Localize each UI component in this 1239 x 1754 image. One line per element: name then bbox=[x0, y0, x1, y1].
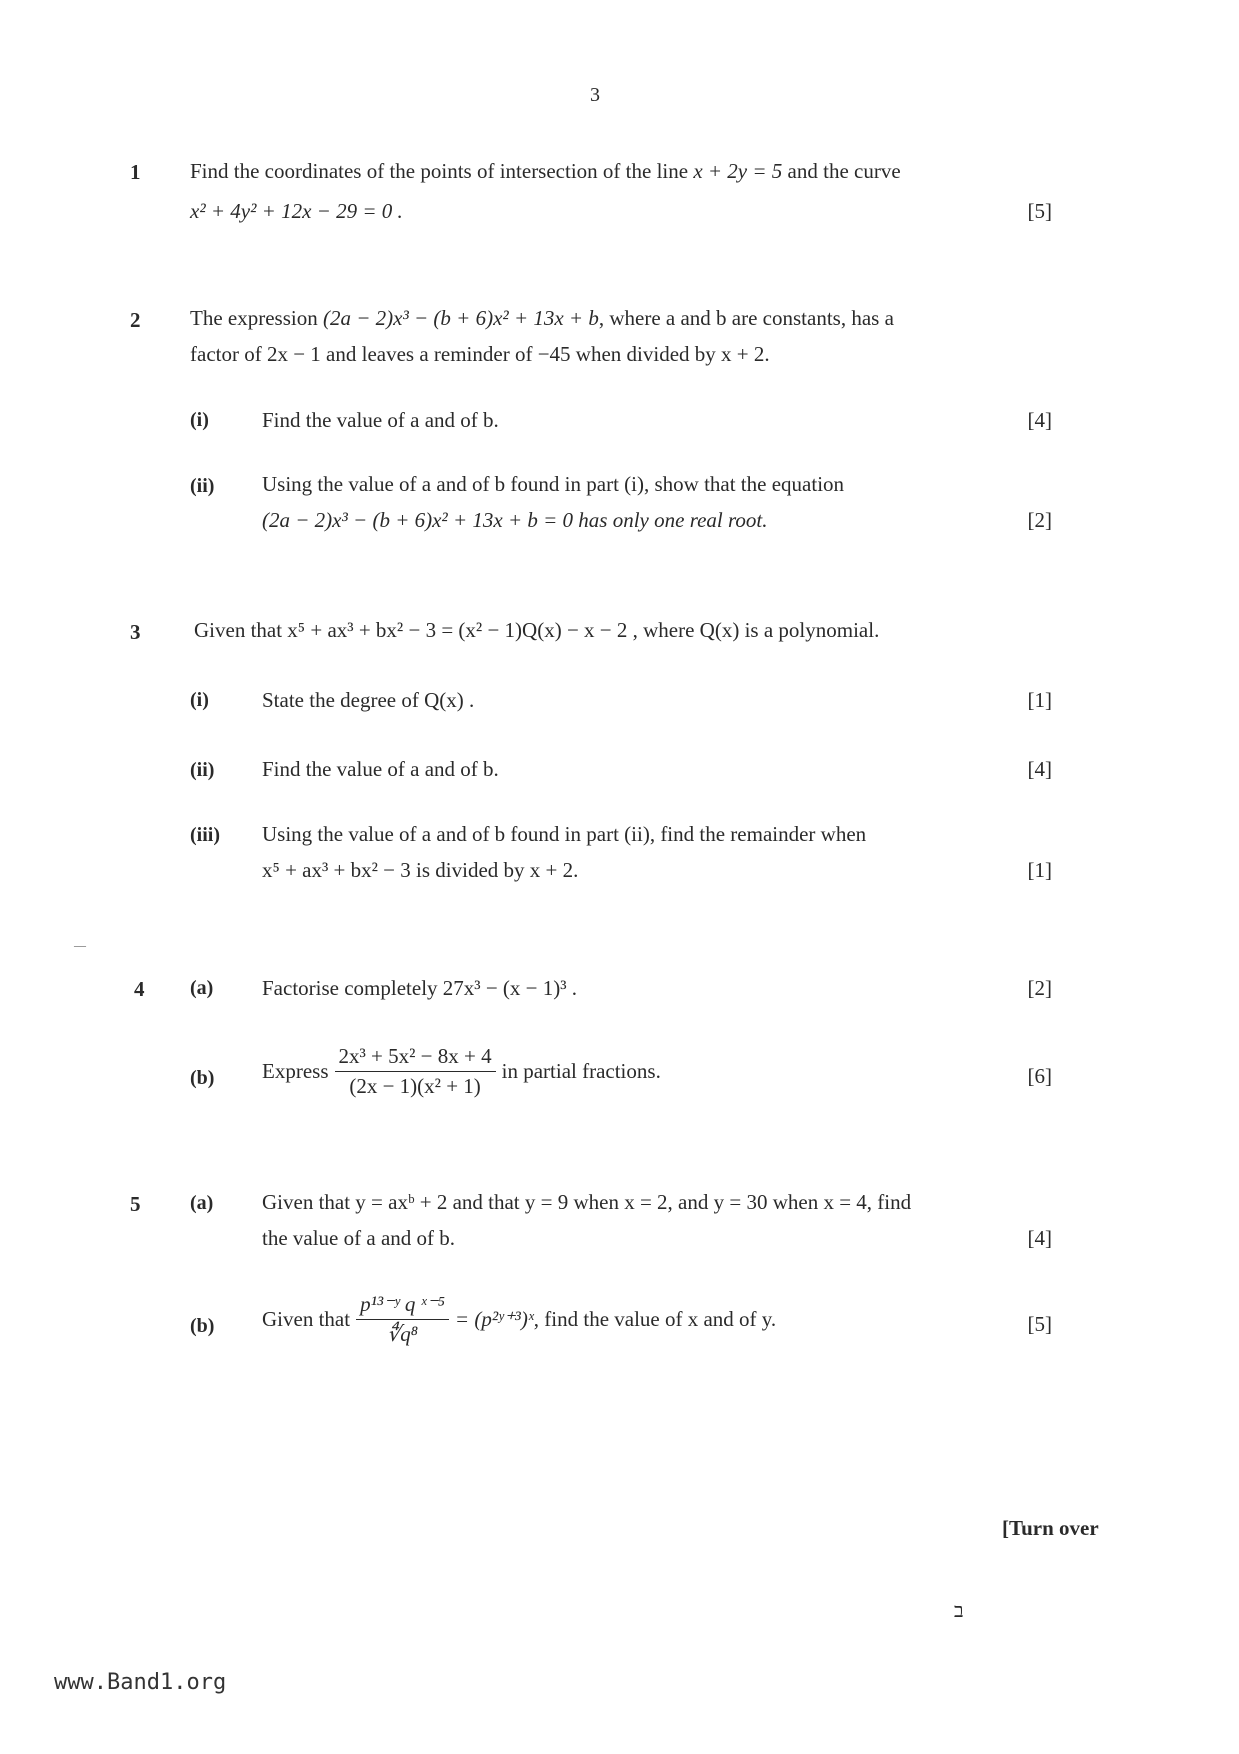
part-equation: x⁵ + ax³ + bx² − 3 is divided by x + 2. bbox=[262, 858, 579, 882]
part-text: State the degree of Q(x) . bbox=[262, 688, 475, 712]
part-label: (ii) bbox=[190, 475, 215, 497]
part-label: (a) bbox=[190, 1192, 214, 1214]
part-label: (i) bbox=[190, 409, 209, 431]
part-text: Factorise completely 27x³ − (x − 1)³ . bbox=[262, 976, 578, 1000]
marks: [6] bbox=[1027, 1064, 1052, 1088]
marks: [1] bbox=[1027, 688, 1052, 712]
part-label: (i) bbox=[190, 689, 209, 711]
marks: [4] bbox=[1027, 1226, 1052, 1250]
marks: [2] bbox=[1027, 976, 1052, 1000]
marks: [5] bbox=[1027, 199, 1052, 223]
part-label: (b) bbox=[190, 1315, 215, 1337]
part-text-2: the value of a and of b. bbox=[262, 1226, 456, 1250]
corner-mark: ב bbox=[954, 1600, 964, 1622]
question-number: 1 bbox=[130, 160, 141, 184]
question-number: 2 bbox=[130, 308, 141, 332]
marks: [1] bbox=[1027, 858, 1052, 882]
question-text: Find the coordinates of the points of intersection of the line x + 2y = 5 and the curve bbox=[190, 159, 901, 183]
part-equation: (2a − 2)x³ − (b + 6)x² + 13x + b = 0 has only one real root. bbox=[262, 508, 768, 532]
question-number: 5 bbox=[130, 1192, 141, 1216]
question-number: 3 bbox=[130, 620, 141, 644]
part-text: Using the value of a and of b found in part (i), show that the equation bbox=[262, 472, 845, 496]
part-text: Express $\frac{\text{2x³ + 5x² − 8x + 4}}{\text{(2x − 1)(x² + 1)}}$ in partial fractions. bbox=[262, 1044, 661, 1098]
fraction bbox=[335, 1044, 496, 1099]
marks: [2] bbox=[1027, 508, 1052, 532]
fraction-numerator: p¹³⁻ʸ q ˣ⁻⁵ bbox=[356, 1292, 449, 1320]
question-number: 4 bbox=[134, 977, 145, 1001]
part-text: Using the value of a and of b found in part (ii), find the remainder when bbox=[262, 822, 867, 846]
fraction-denominator: (2x − 1)(x² + 1) bbox=[349, 1074, 481, 1098]
marks: [4] bbox=[1027, 408, 1052, 432]
footer-watermark: www.Band1.org bbox=[54, 1670, 227, 1695]
question-text-2: factor of 2x − 1 and leaves a reminder of −45 when divided by x + 2. bbox=[190, 342, 770, 366]
part-text: Given that y = axᵇ + 2 and that y = 9 when x = 2, and y = 30 when x = 4, find bbox=[262, 1190, 912, 1214]
question-equation: x² + 4y² + 12x − 29 = 0 . bbox=[190, 199, 403, 223]
part-label: (ii) bbox=[190, 759, 215, 781]
part-text: Given that $\frac{\text{p¹³⁻ʸ q ˣ⁻⁵}}{\text{∜q⁸}}$ = (p²ʸ⁺³)ˣ , find the value of x and of y. bbox=[262, 1292, 777, 1346]
question-text: The expression (2a − 2)x³ − (b + 6)x² + 13x + b, where a and b are constants, has a bbox=[190, 306, 894, 330]
marks: [4] bbox=[1027, 757, 1052, 781]
stray-mark: — bbox=[74, 938, 86, 952]
part-label: (b) bbox=[190, 1067, 215, 1089]
part-label: (a) bbox=[190, 977, 214, 999]
fraction-numerator: 2x³ + 5x² − 8x + 4 bbox=[335, 1044, 496, 1072]
part-label: (iii) bbox=[190, 824, 220, 846]
question-text: Given that x⁵ + ax³ + bx² − 3 = (x² − 1)Q(x) − x − 2 , where Q(x) is a polynomial. bbox=[194, 618, 880, 642]
turn-over-label: [Turn over bbox=[1002, 1516, 1099, 1540]
fraction-denominator: ∜q⁸ bbox=[386, 1322, 419, 1346]
page-number: 3 bbox=[590, 84, 600, 106]
marks: [5] bbox=[1027, 1312, 1052, 1336]
part-text: Find the value of a and of b. bbox=[262, 408, 499, 432]
fraction bbox=[356, 1292, 449, 1347]
part-text: Find the value of a and of b. bbox=[262, 757, 499, 781]
